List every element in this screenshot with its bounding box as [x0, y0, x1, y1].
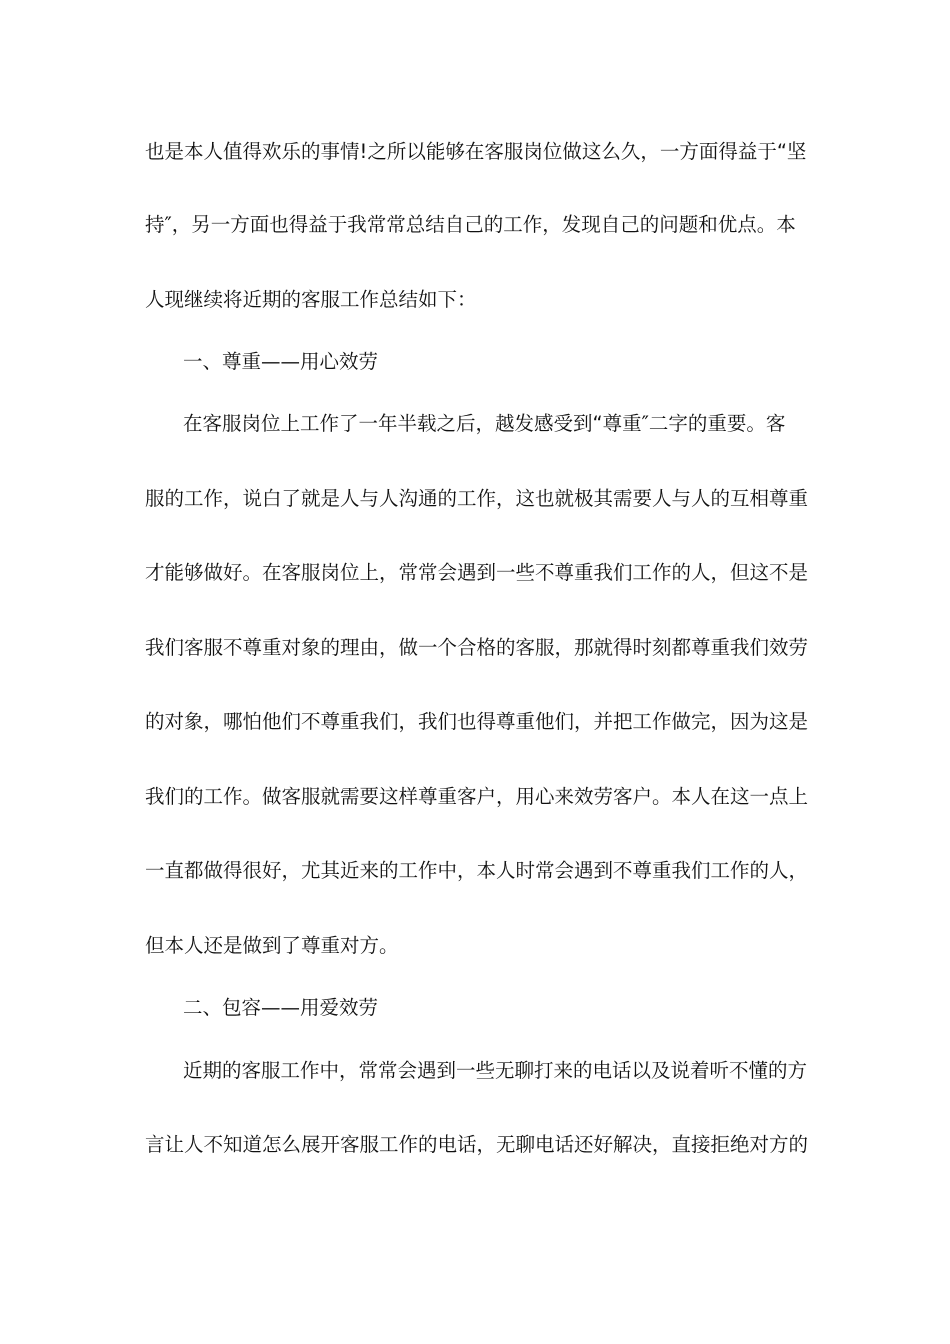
paragraph-line: 服的工作，说白了就是人与人沟通的工作，这也就极其需要人与人的互相尊重	[145, 487, 809, 510]
paragraph-line: 我们的工作。做客服就需要这样尊重客户，用心来效劳客户。本人在这一点上	[145, 785, 809, 808]
paragraph-line: 持″，另一方面也得益于我常常总结自己的工作，发现自己的问题和优点。本	[145, 213, 796, 236]
section-heading: 一、尊重——用心效劳	[183, 350, 379, 373]
paragraph-line: 才能够做好。在客服岗位上，常常会遇到一些不尊重我们工作的人，但这不是	[145, 561, 809, 584]
paragraph-line: 但本人还是做到了尊重对方。	[145, 934, 399, 957]
section-heading: 二、包容——用爱效劳	[183, 996, 379, 1019]
paragraph-line: 在客服岗位上工作了一年半载之后，越发感受到“尊重″二字的重要。客	[183, 412, 786, 435]
paragraph-line: 我们客服不尊重对象的理由，做一个合格的客服，那就得时刻都尊重我们效劳	[145, 636, 809, 659]
paragraph-line: 一直都做得很好，尤其近来的工作中，本人时常会遇到不尊重我们工作的人，	[145, 859, 809, 882]
paragraph-line: 人现继续将近期的客服工作总结如下：	[145, 288, 477, 311]
paragraph-line: 言让人不知道怎么展开客服工作的电话，无聊电话还好解决，直接拒绝对方的	[145, 1133, 809, 1156]
paragraph-line: 近期的客服工作中，常常会遇到一些无聊打来的电话以及说着听不懂的方	[183, 1059, 808, 1082]
paragraph-line: 也是本人值得欢乐的事情!之所以能够在客服岗位做这么久，一方面得益于“坚	[145, 140, 807, 163]
paragraph-line: 的对象，哪怕他们不尊重我们，我们也得尊重他们，并把工作做完，因为这是	[145, 710, 809, 733]
